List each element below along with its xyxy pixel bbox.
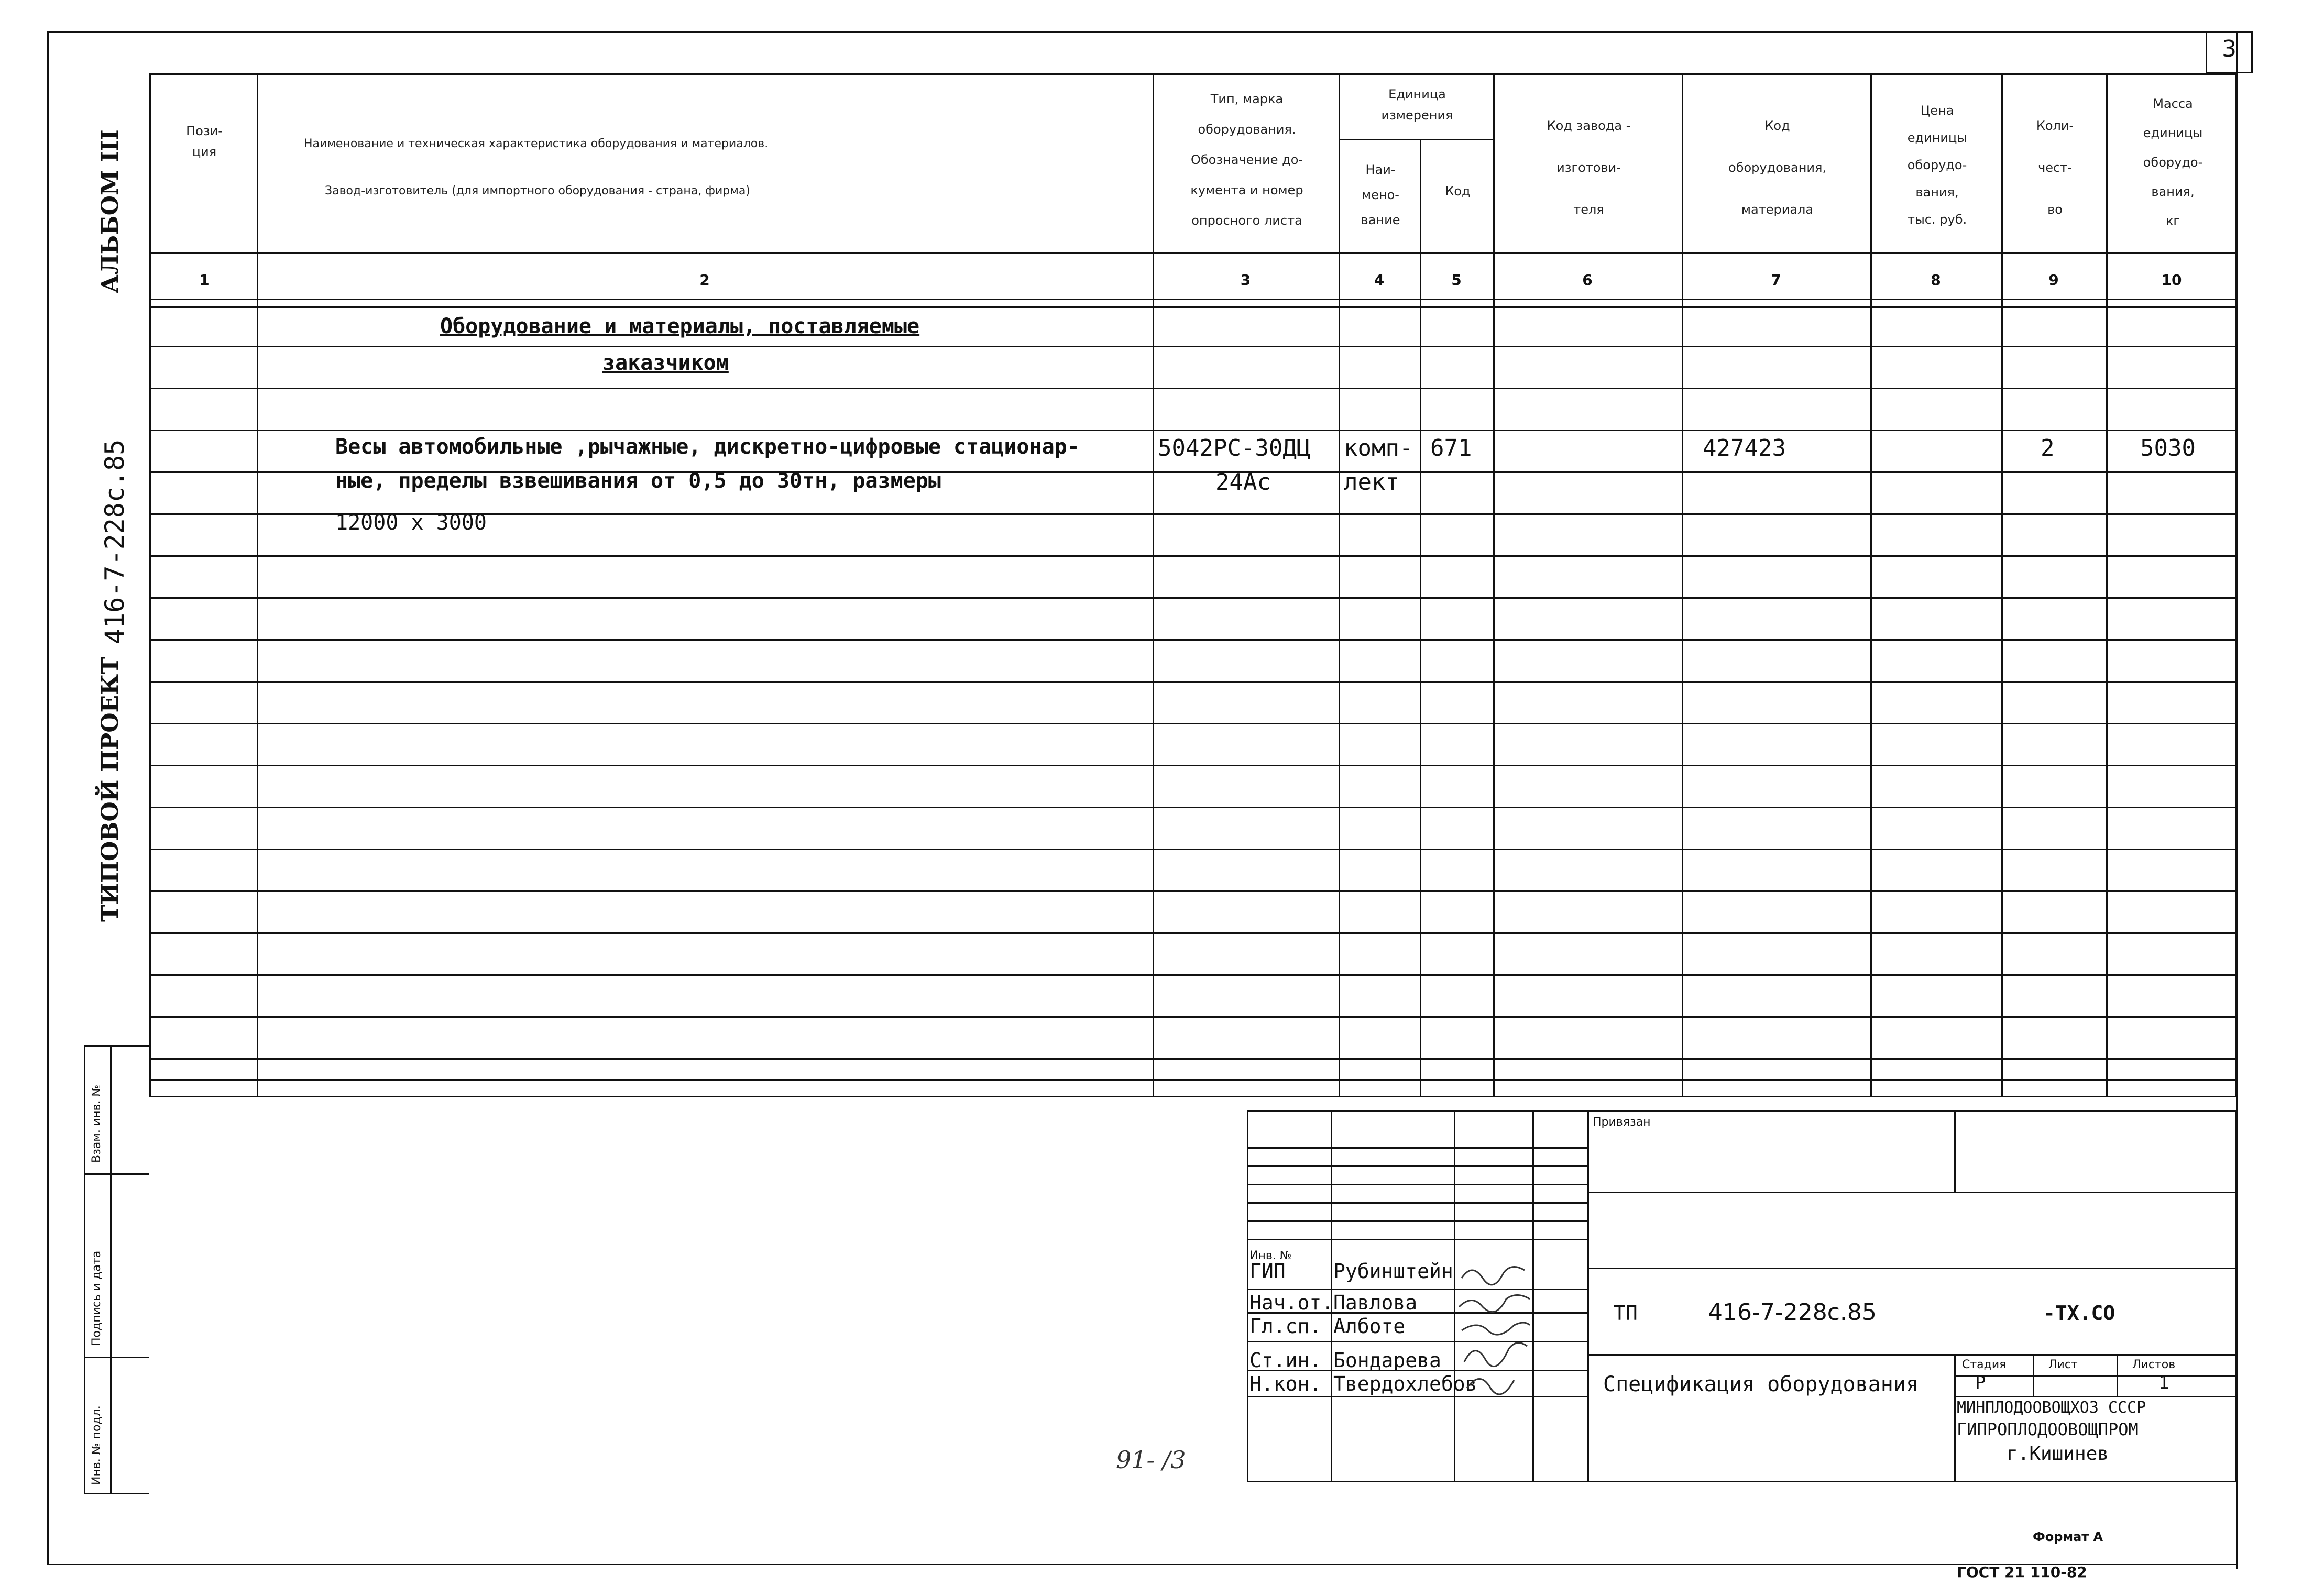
hdr-equipment-code: Код оборудования, материала bbox=[1728, 118, 1827, 217]
title-block-staff-rule bbox=[1247, 1396, 1587, 1397]
item-unit-line1: комп- bbox=[1344, 435, 1413, 461]
col-num-5: 5 bbox=[1451, 271, 1462, 289]
hdr-position: Пози- ция bbox=[186, 124, 223, 159]
col-num-9: 9 bbox=[2048, 271, 2059, 289]
item-type-line2: 24Ас bbox=[1215, 469, 1271, 496]
col-div-5 bbox=[1493, 73, 1495, 1097]
tb-stage-label: Стадия bbox=[1962, 1358, 2007, 1371]
col-num-2: 2 bbox=[699, 271, 710, 289]
tb-org-3: г.Кишинев bbox=[2007, 1443, 2109, 1465]
tb-name-4: Бондарева bbox=[1333, 1349, 1441, 1372]
tb-doc-prefix: ТП bbox=[1614, 1302, 1638, 1325]
title-block-staff-rule bbox=[1247, 1289, 1587, 1290]
hdr-unit-code: Код bbox=[1445, 184, 1471, 199]
tb-line-title bbox=[1587, 1354, 2237, 1356]
section-title-line1: Оборудование и материалы, поставляемые bbox=[440, 314, 920, 338]
item-unit-code: 671 bbox=[1430, 435, 1472, 461]
tb-div-stage bbox=[1954, 1354, 1956, 1482]
tb-name-3: Алботе bbox=[1333, 1315, 1406, 1338]
table-row-rule bbox=[149, 765, 2237, 766]
stamp-line-1 bbox=[84, 1045, 149, 1047]
tb-name-2: Павлова bbox=[1333, 1291, 1418, 1314]
tb-role-1: ГИП bbox=[1249, 1260, 1286, 1283]
gost-label: ГОСТ 21 110-82 bbox=[1957, 1564, 2087, 1581]
tb-line-doc bbox=[1587, 1268, 2237, 1269]
tb-role-3: Гл.сп. bbox=[1249, 1315, 1322, 1338]
title-block-rule bbox=[1247, 1184, 1587, 1185]
tb-inv-no: Инв. № bbox=[1249, 1249, 1292, 1262]
table-row-rule bbox=[149, 306, 2237, 308]
hdr-unit-name: Наи- мено- вание bbox=[1361, 162, 1400, 227]
hdr-name: Наименование и техническая характеристика оборудования и материалов. Завод-изготовитель (для импортного оборудования - страна, фирма) bbox=[304, 137, 769, 197]
tb-line-stage-label bbox=[1954, 1375, 2237, 1377]
hdr-unit: Единица измерения bbox=[1381, 87, 1453, 123]
table-row-rule bbox=[149, 597, 2237, 599]
table-row-rule bbox=[149, 974, 2237, 976]
col-div-6 bbox=[1682, 73, 1683, 1097]
stamp-divider-a bbox=[84, 1045, 85, 1493]
col-div-9 bbox=[2106, 73, 2108, 1097]
col-div-8 bbox=[2001, 73, 2003, 1097]
handwritten-note: 91- /3 bbox=[1116, 1446, 1186, 1474]
title-block-rule bbox=[1247, 1202, 1587, 1204]
col-num-8: 8 bbox=[1931, 271, 1941, 289]
title-block-rule bbox=[1247, 1147, 1587, 1149]
unit-subheader-line bbox=[1339, 139, 1493, 140]
table-row-rule bbox=[149, 723, 2237, 724]
signatures-drawing bbox=[1456, 1257, 1535, 1409]
tb-sheets-value: 1 bbox=[2158, 1372, 2169, 1393]
tb-org-2: ГИПРОПЛОДООВОЩПРОМ bbox=[1957, 1419, 2139, 1439]
title-block-rule bbox=[1247, 1165, 1587, 1167]
stamp-label-vzam: Взам. инв. № bbox=[90, 1084, 103, 1163]
table-row-rule bbox=[149, 681, 2237, 683]
table-row-rule bbox=[149, 1079, 2237, 1081]
sheet-number: 3 bbox=[2222, 36, 2237, 62]
item-type-line1: 5042РС-30ДЦ bbox=[1158, 435, 1311, 461]
table-row-rule bbox=[149, 346, 2237, 347]
table-row-rule bbox=[149, 890, 2237, 892]
col-div-2 bbox=[1153, 73, 1154, 1097]
table-row-rule bbox=[149, 299, 2237, 300]
frame-bottom bbox=[47, 1564, 2237, 1565]
col-num-4: 4 bbox=[1374, 271, 1385, 289]
tb-sheets-label: Листов bbox=[2132, 1358, 2176, 1371]
tb-name-1: Рубинштейн bbox=[1333, 1260, 1453, 1283]
project-code-side: 416-7-228с.85 bbox=[100, 439, 130, 644]
table-row-rule bbox=[149, 430, 2237, 431]
album-label: АЛЬБОМ III bbox=[97, 129, 124, 293]
item-quantity: 2 bbox=[2041, 435, 2055, 461]
hdr-type: Тип, марка оборудования. Обозначение до- кумента и номер опросного листа bbox=[1190, 92, 1303, 228]
table-row-rule bbox=[149, 849, 2237, 850]
tb-attached: Привязан bbox=[1593, 1116, 1651, 1129]
hdr-price: Цена единицы оборудо- вания, тыс. руб. bbox=[1907, 103, 1967, 227]
stamp-line-3 bbox=[84, 1357, 149, 1358]
tb-doc-title: Спецификация оборудования bbox=[1603, 1372, 1919, 1396]
tb-org-1: МИНПЛОДООВОЩХОЗ СССР bbox=[1957, 1399, 2146, 1417]
col-num-1: 1 bbox=[199, 271, 210, 289]
tb-role-2: Нач.от. bbox=[1249, 1291, 1334, 1314]
tb-doc-number: 416-7-228с.85 bbox=[1708, 1299, 1877, 1326]
table-row-rule bbox=[149, 388, 2237, 389]
tb-doc-suffix: -ТХ.СО bbox=[2043, 1302, 2115, 1325]
table-row-rule bbox=[149, 1016, 2237, 1018]
stamp-line-2 bbox=[84, 1173, 149, 1175]
tb-div-attached bbox=[1954, 1110, 1956, 1192]
header-bottom-line bbox=[149, 252, 2237, 254]
item-equipment-code: 427423 bbox=[1703, 435, 1786, 461]
item-name-line1: Весы автомобильные ,рычажные, дискретно-цифровые стационар- bbox=[335, 435, 1080, 459]
col-div-3 bbox=[1339, 73, 1340, 1097]
table-row-rule bbox=[149, 1058, 2237, 1060]
tb-sheet-label: Лист bbox=[2048, 1358, 2078, 1371]
title-block-staff-rule bbox=[1247, 1341, 1587, 1342]
table-row-rule bbox=[149, 639, 2237, 641]
stamp-label-podpis: Подпись и дата bbox=[90, 1250, 103, 1346]
hdr-quantity: Коли- чест- во bbox=[2036, 118, 2074, 217]
item-name-line3: 12000 х 3000 bbox=[335, 511, 487, 535]
tb-role-5: Н.кон. bbox=[1249, 1372, 1322, 1395]
col-div-7 bbox=[1870, 73, 1872, 1097]
frame-left bbox=[47, 31, 49, 1564]
tb-line-stage-value bbox=[1954, 1396, 2237, 1397]
tb-role-4: Ст.ин. bbox=[1249, 1349, 1322, 1372]
hdr-factory-code: Код завода - изготови- теля bbox=[1547, 118, 1631, 217]
col-num-10: 10 bbox=[2161, 271, 2182, 289]
stamp-label-inv: Инв. № подл. bbox=[90, 1405, 103, 1485]
col-num-3: 3 bbox=[1240, 271, 1251, 289]
tb-name-5: Твердохлебов bbox=[1333, 1372, 1477, 1395]
table-row-rule bbox=[149, 932, 2237, 934]
hdr-mass: Масса единицы оборудо- вания, кг bbox=[2143, 96, 2203, 228]
format-label: Формат А bbox=[2033, 1529, 2103, 1544]
col-num-6: 6 bbox=[1582, 271, 1593, 289]
item-name-line2: ные, пределы взвешивания от 0,5 до 30тн, размеры bbox=[335, 469, 941, 493]
section-title-line2: заказчиком bbox=[602, 351, 729, 375]
frame-top bbox=[47, 31, 2237, 33]
table-row-rule bbox=[149, 555, 2237, 557]
project-type-label: ТИПОВОЙ ПРОЕКТ bbox=[97, 657, 124, 922]
table-row-rule bbox=[149, 807, 2237, 808]
tb-line-attached bbox=[1587, 1192, 2237, 1193]
item-mass: 5030 bbox=[2140, 435, 2196, 461]
col-num-7: 7 bbox=[1771, 271, 1781, 289]
title-block-rule bbox=[1247, 1239, 1587, 1240]
stamp-line-4 bbox=[84, 1493, 149, 1494]
stamp-divider-b bbox=[110, 1045, 112, 1493]
tb-stage-value: Р bbox=[1975, 1372, 1986, 1393]
tb-div-main bbox=[1587, 1110, 1589, 1482]
item-unit-line2: лект bbox=[1344, 469, 1399, 496]
title-block-rule bbox=[1247, 1220, 1587, 1222]
col-div-1 bbox=[257, 73, 258, 1097]
